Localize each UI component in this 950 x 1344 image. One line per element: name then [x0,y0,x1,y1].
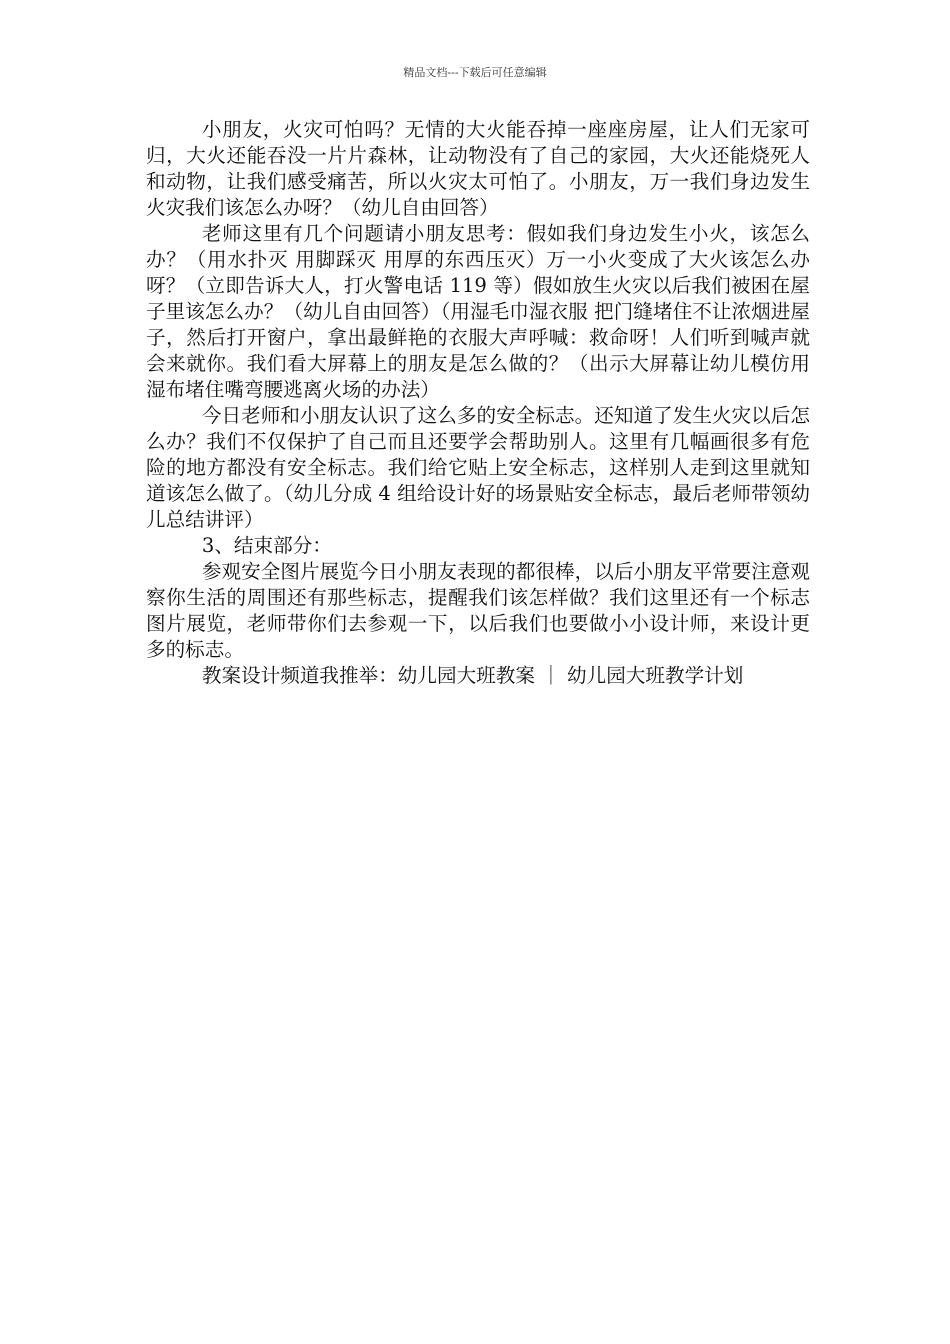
paragraph-fire-danger: 小朋友，火灾可怕吗？无情的大火能吞掉一座座房屋，让人们无家可归，大火还能吞没一片片森林，让动物没有了自己的家园，大火还能烧死人和动物，让我们感受痛苦，所以火灾太可怕了。小朋友，万一我们身边发生火灾我们该怎么办呀？（幼儿自由回答） [146,118,810,219]
paragraph-exhibition: 参观安全图片展览今日小朋友表现的都很棒，以后小朋友平常要注意观察你生活的周围还有那些标志，提醒我们该怎样做？我们这里还有一个标志图片展览，老师带你们去参观一下，以后我们也要做小小设计师，来设计更多的标志。 [146,560,810,661]
page-header: 精品文档---下载后可任意编辑 [403,66,547,79]
paragraph-recommendation: 教案设计频道我推举：幼儿园大班教案 ｜ 幼儿园大班教学计划 [201,664,744,687]
section-heading-ending: 3、结束部分： [201,534,332,557]
document-body [146,117,810,689]
paragraph-teacher-questions: 老师这里有几个问题请小朋友思考：假如我们身边发生小火，该怎么办？（用水扑灭 用脚踩灭 用厚的东西压灭）万一小火变成了大火该怎么办呀？（立即告诉大人，打火警电话 119 等）假如放生火灾以后我们被困在屋子里该怎么办？（幼儿自由回答）（用湿毛巾湿衣服 把门缝堵住不让浓烟进屋子，然后打开窗户，拿出最鲜艳的衣服大声呼喊：救命呀！人们听到喊声就会来就你。我们看大屏幕上的朋友是怎么做的？（出示大屏幕让幼儿模仿用湿布堵住嘴弯腰逃离火场的办法） [146,222,810,401]
paragraph-safety-signs: 今日老师和小朋友认识了这么多的安全标志。还知道了发生火灾以后怎么办？我们不仅保护了自己而且还要学会帮助别人。这里有几幅画很多有危险的地方都没有安全标志。我们给它贴上安全标志，这样别人走到这里就知道该怎么做了。（幼儿分成 4 组给设计好的场景贴安全标志，最后老师带领幼儿总结讲评） [146,404,810,531]
